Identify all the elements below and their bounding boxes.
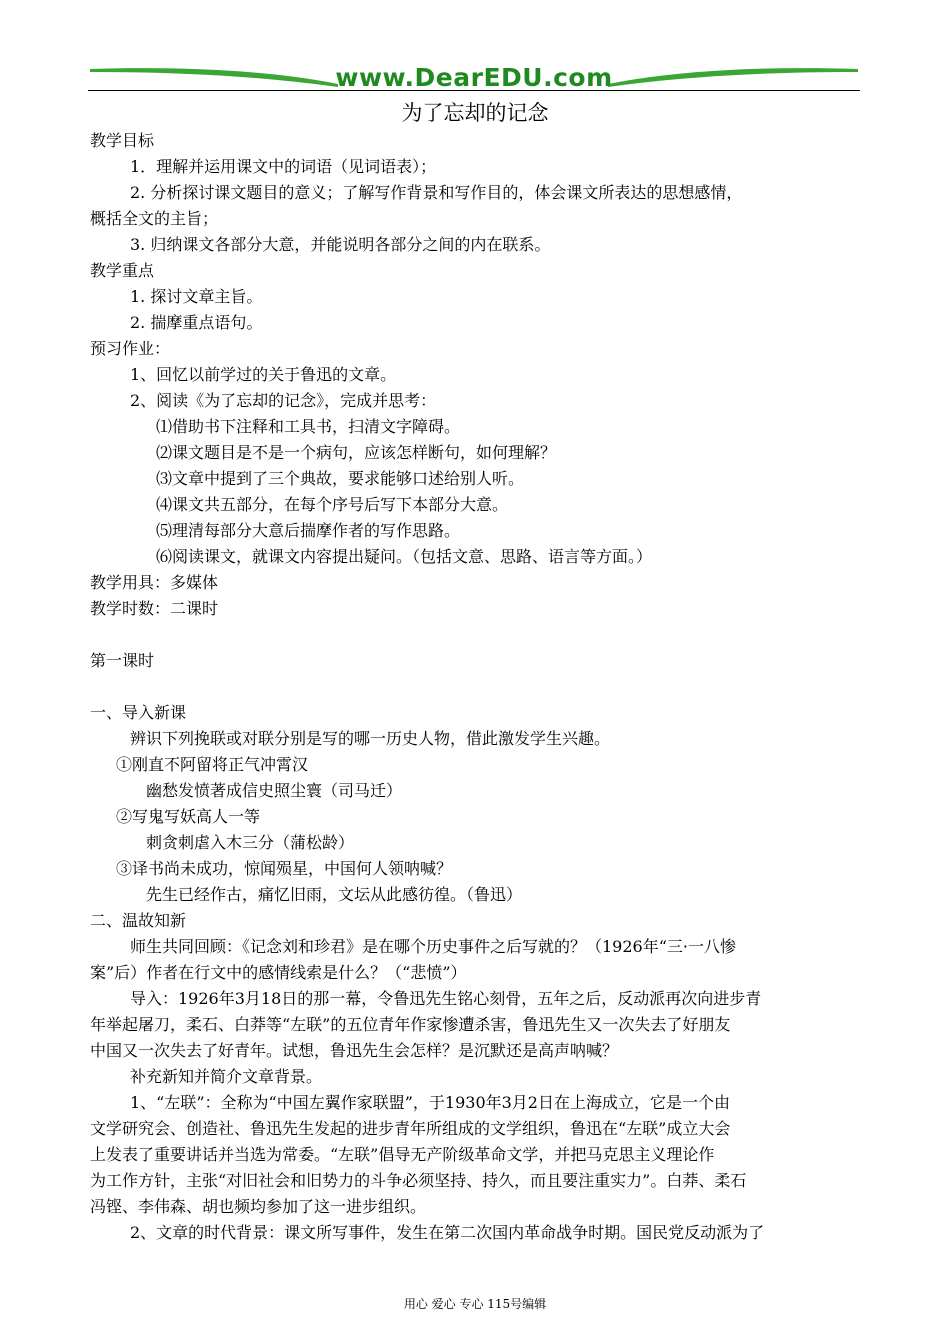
goal-item-continued: 概括全文的主旨；: [90, 209, 219, 228]
couplet-line: ②写鬼写妖高人一等: [116, 807, 261, 826]
paragraph-line: 冯铿、李伟森、胡也频均参加了这一进步组织。: [90, 1197, 427, 1216]
paragraph-line: 年举起屠刀，柔石、白莽等“左联”的五位青年作家惨遭杀害，鲁迅先生又一次失去了好朋友: [90, 1015, 731, 1034]
couplet-line: ①刚直不阿留将正气冲霄汉: [116, 755, 309, 774]
goal-item: 2. 分析探讨课文题目的意义；了解写作背景和写作目的，体会课文所表达的思想感情，: [130, 183, 743, 202]
teaching-hours: 教学时数：二课时: [90, 599, 219, 618]
prep-subitem: ⑴借助书下注释和工具书，扫清文字障碍。: [156, 417, 461, 436]
prep-subitem: ⑵课文题目是不是一个病句，应该怎样断句，如何理解？: [156, 443, 557, 462]
paragraph-line: 1、“左联”：全称为“中国左翼作家联盟”，于1930年3月2日在上海成立，它是一个由: [130, 1093, 730, 1112]
couplet-line: 先生已经作古，痛忆旧雨，文坛从此感彷徨。（鲁迅）: [146, 885, 523, 904]
paragraph-line: 文学研究会、创造社、鲁迅先生发起的进步青年所组成的文学组织，鲁迅在“左联”成立大会: [90, 1119, 731, 1138]
teaching-tools: 教学用具：多媒体: [90, 573, 219, 592]
goals-heading: 教学目标: [90, 131, 155, 150]
prep-item: 1、回忆以前学过的关于鲁迅的文章。: [130, 365, 397, 384]
couplet-line: ③译书尚未成功，惊闻殒星，中国何人领呐喊？: [116, 859, 453, 878]
prep-subitem: ⑹阅读课文，就课文内容提出疑问。（包括文意、思路、语言等方面。）: [156, 547, 653, 566]
section1-intro: 辨识下列挽联或对联分别是写的哪一历史人物，借此激发学生兴趣。: [130, 729, 611, 748]
paragraph-line: 师生共同回顾：《记念刘和珍君》是在哪个历史事件之后写就的？（1926年“三·一八惨: [130, 937, 736, 956]
header-rule: [88, 90, 860, 91]
section2-heading: 二、温故知新: [90, 911, 187, 930]
prep-subitem: ⑶文章中提到了三个典故，要求能够口述给别人听。: [156, 469, 525, 488]
focus-item: 2. 揣摩重点语句。: [130, 313, 263, 332]
paragraph-line: 2、文章的时代背景：课文所写事件，发生在第二次国内革命战争时期。国民党反动派为了: [130, 1223, 765, 1242]
focus-item: 1. 探讨文章主旨。: [130, 287, 263, 306]
paragraph-line: 中国又一次失去了好青年。试想，鲁迅先生会怎样？是沉默还是高声呐喊？: [90, 1041, 619, 1060]
paragraph-line: 补充新知并简介文章背景。: [130, 1067, 323, 1086]
paragraph-line: 导入：1926年3月18日的那一幕，令鲁迅先生铭心刻骨，五年之后，反动派再次向进步青: [130, 989, 762, 1008]
document-body: [90, 128, 862, 1246]
couplet-line: 刺贪刺虐入木三分（蒲松龄）: [146, 833, 355, 852]
prep-subitem: ⑸理清每部分大意后揣摩作者的写作思路。: [156, 521, 461, 540]
goal-item: 1．理解并运用课文中的词语（见词语表）；: [130, 157, 437, 176]
page-footer: 用心 爱心 专心 115号编辑: [403, 1297, 547, 1311]
focus-heading: 教学重点: [90, 261, 155, 280]
document-title: 为了忘却的记念: [401, 101, 549, 125]
couplet-line: 幽愁发愤著成信史照尘寰（司马迁）: [146, 781, 403, 800]
spacer: [90, 622, 862, 648]
prep-heading: 预习作业：: [90, 339, 171, 358]
paragraph-line: 案”后）作者在行文中的感情线索是什么？（“悲愤”）: [90, 963, 467, 982]
paragraph-line: 上发表了重要讲话并当选为常委。“左联”倡导无产阶级革命文学，并把马克思主义理论作: [90, 1145, 715, 1164]
goal-item: 3. 归纳课文各部分大意，并能说明各部分之间的内在联系。: [130, 235, 551, 254]
prep-subitem: ⑷课文共五部分，在每个序号后写下本部分大意。: [156, 495, 509, 514]
site-logo-text[interactable]: www.DearEDU.com: [335, 63, 613, 92]
prep-item: 2、阅读《为了忘却的记念》，完成并思考：: [130, 391, 437, 410]
lesson1-heading: 第一课时: [90, 651, 155, 670]
paragraph-line: 为工作方针，主张“对旧社会和旧势力的斗争必须坚持、持久，而且要注重实力”。白莽、柔石: [90, 1171, 747, 1190]
spacer: [90, 674, 862, 700]
section1-heading: 一、导入新课: [90, 703, 187, 722]
